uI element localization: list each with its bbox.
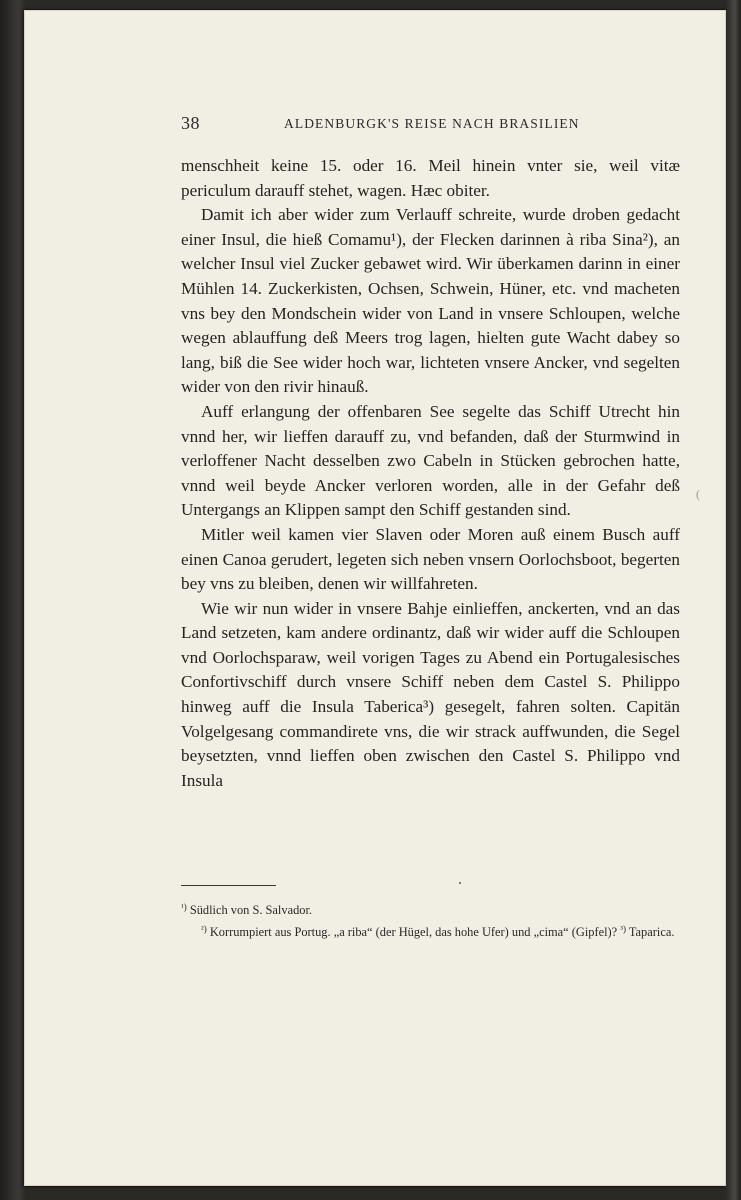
footnote-2-3 (181, 920, 680, 942)
paragraph: menschheit keine 15. oder 16. Meil hinein vnter sie, weil vitæ periculum darauff stehet, wagen. Hæc obiter. (181, 156, 680, 200)
paper-speck (459, 882, 461, 884)
next-page-edge (726, 0, 741, 1200)
paragraph: Damit ich aber wider zum Verlauff schreite, wurde droben gedacht einer Insul, die hieß Comamu¹), der Flecken darinnen à riba Sina²), an welcher Insul viel Zucker gebawet wird. Wir überkamen darinn in einer Mühlen 14. Zuckerkisten, Ochsen, Schwein, Hüner, etc. vnd macheten vns bey den Mondschein wider von Land in vnsere Schloupen, welche wegen ablauffung deß Meers trog lagen, hielten gute Wacht dabey so lang, biß die See wider hoch war, lichteten vnsere Ancker, vnd segelten wider von den rivir hinauß. (181, 205, 680, 397)
page-number: 38 (181, 113, 200, 133)
paragraph: Auff erlangung der offenbaren See segelte das Schiff Utrecht hin vnnd her, wir lieffen darauff zu, vnd befanden, daß der Sturmwind in verloffener Nacht desselben zwo Cabeln in Stücken gebrochen hatte, vnnd weil beyde Ancker verloren worden, alle in der Gefahr deß Untergangs an Klippen sampt den Schiff gestanden sind. (181, 401, 680, 520)
footnote-text: Südlich von S. Salvador. (189, 903, 313, 917)
running-title: ALDENBURGK'S REISE NACH BRASILIEN (284, 116, 580, 131)
margin-mark: ( (696, 487, 700, 501)
footnote-1 (181, 898, 680, 920)
footnotes (181, 898, 680, 942)
footnote-marker: ¹) (181, 902, 187, 912)
footnote-rule (181, 885, 276, 886)
page-header (181, 113, 681, 137)
footnote-marker: ²) (201, 924, 207, 934)
paragraph: Wie wir nun wider in vnsere Bahje einlieffen, anckerten, vnd an das Land setzeten, kam andere ordinantz, daß wir wider auff die Schloupen vnd Oorlochsparaw, weil vorigen Tages zu Abend ein Portugalesisches Confortivschiff durch vnsere Schiff neben dem Castel S. Philippo hinweg auff die Insula Taberica³) gesegelt, fahren solten. Capitän Volgelgesang commandirete vns, die wir strack auffwunden, die Segel beysetzten, vnnd lieffen oben zwischen den Castel S. Philippo vnd Insula (181, 598, 680, 790)
body-text (181, 154, 680, 793)
footnote-text: Taparica. (628, 925, 675, 939)
footnote-marker: ³) (620, 924, 626, 934)
footnote-text: Korrumpiert aus Portug. „a riba“ (der Hügel, das hohe Ufer) und „cima“ (Gipfel)? (209, 925, 618, 939)
paragraph: Mitler weil kamen vier Slaven oder Moren auß einem Busch auff einen Canoa gerudert, legeten sich neben vnsern Oorlochsboot, begerten bey vns zu bleiben, denen wir willfahreten. (181, 524, 680, 594)
